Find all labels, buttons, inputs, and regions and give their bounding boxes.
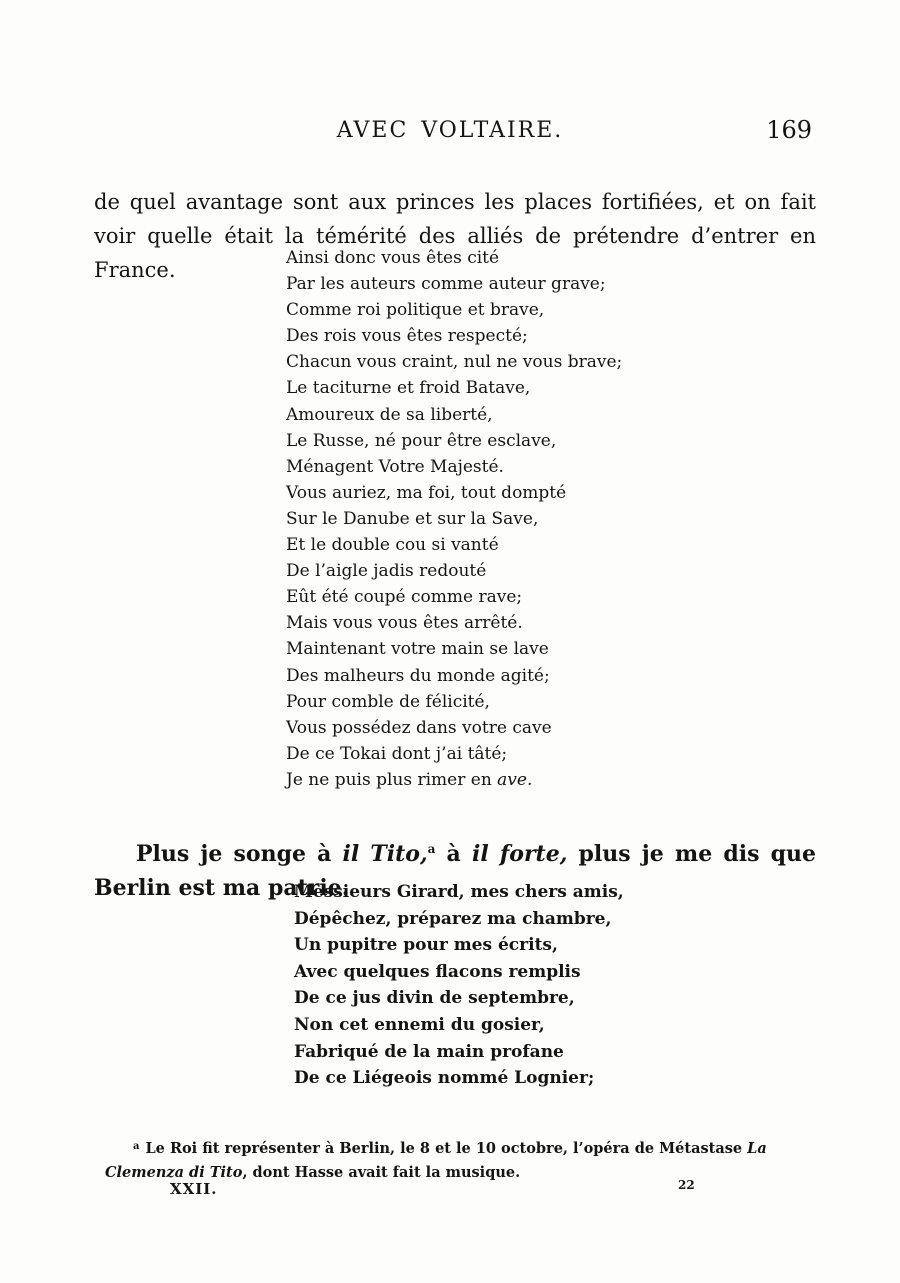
verse-line-last xyxy=(286,767,622,793)
verse-line: Par les auteurs comme auteur grave; xyxy=(286,274,606,295)
verse-line: Pour comble de félicité, xyxy=(286,691,490,712)
verse-line: Dépêchez, préparez ma chambre, xyxy=(294,908,612,929)
footnote-mark: a xyxy=(133,1140,140,1152)
verse-line: Vous auriez, ma foi, tout dompté xyxy=(286,482,567,503)
verse-text: Je ne puis plus rimer en xyxy=(286,769,498,790)
verse-line: Ainsi donc vous êtes cité xyxy=(286,248,500,268)
verse-line: Fabriqué de la main profane xyxy=(294,1041,564,1062)
verse-line: De l’aigle jadis redouté xyxy=(286,561,487,582)
verse-line: Maintenant votre main se lave xyxy=(286,639,549,660)
verse-line: Ménagent Votre Majesté. xyxy=(286,456,504,477)
verse-line: Comme roi politique et brave, xyxy=(286,300,545,321)
verse-line: Amoureux de sa liberté, xyxy=(286,404,493,425)
verse-line: Des malheurs du monde agité; xyxy=(286,665,550,686)
verse-line: Le Russe, né pour être esclave, xyxy=(286,430,557,451)
verse-line: Messieurs Girard, mes chers amis, xyxy=(294,882,624,902)
footnote-reference[interactable]: a xyxy=(427,842,436,856)
volume-signature: XXII. xyxy=(170,1180,218,1198)
verse-line: De ce Liégeois nommé Lognier; xyxy=(294,1068,595,1089)
verse-line: Et le double cou si vanté xyxy=(286,535,499,556)
paragraph-text: plus je me dis que Berlin est ma patrie. xyxy=(94,841,816,901)
sheet-number: 22 xyxy=(678,1178,695,1192)
italic-title: il Tito, xyxy=(342,841,428,867)
italic-title: il forte, xyxy=(471,841,568,867)
verse-line: Un pupitre pour mes écrits, xyxy=(294,935,558,956)
verse-line: De ce Tokai dont j’ai tâté; xyxy=(286,743,508,764)
paragraph-text: à xyxy=(435,841,472,867)
footnote xyxy=(105,1135,831,1185)
verse-line: Mais vous vous êtes arrêté. xyxy=(286,613,523,634)
verse-line: Eût été coupé comme rave; xyxy=(286,587,523,608)
footnote-text: Le Roi fit représenter à Berlin, le 8 et le 10 octobre, l’opéra de Métastase xyxy=(145,1139,748,1157)
verse-line: Vous possédez dans votre cave xyxy=(286,717,552,738)
poem-1 xyxy=(286,245,622,793)
running-header: AVEC VOLTAIRE. xyxy=(336,118,564,143)
verse-line: Sur le Danube et sur la Save, xyxy=(286,508,539,529)
verse-line: De ce jus divin de septembre, xyxy=(294,988,575,1009)
paragraph-continuation: de quel avantage sont aux princes les places fortifiées, et on fait voir quelle était la témérité des alliés de prétendre d’entrer en France. xyxy=(94,190,816,282)
verse-line: Le taciturne et froid Batave, xyxy=(286,378,531,399)
page-number: 169 xyxy=(766,116,812,144)
footnote-text: , dont Hasse avait fait la musique. xyxy=(242,1163,521,1181)
poem-2 xyxy=(294,879,624,1092)
footnote-italic: La Clemenza di Tito xyxy=(105,1139,767,1181)
paragraph-text: Plus je songe à xyxy=(136,841,343,867)
verse-line: Avec quelques flacons remplis xyxy=(294,961,581,982)
verse-italic: ave. xyxy=(497,769,533,790)
verse-line: Non cet ennemi du gosier, xyxy=(294,1014,545,1035)
verse-line: Chacun vous craint, nul ne vous brave; xyxy=(286,352,623,373)
verse-line: Des rois vous êtes respecté; xyxy=(286,326,528,347)
